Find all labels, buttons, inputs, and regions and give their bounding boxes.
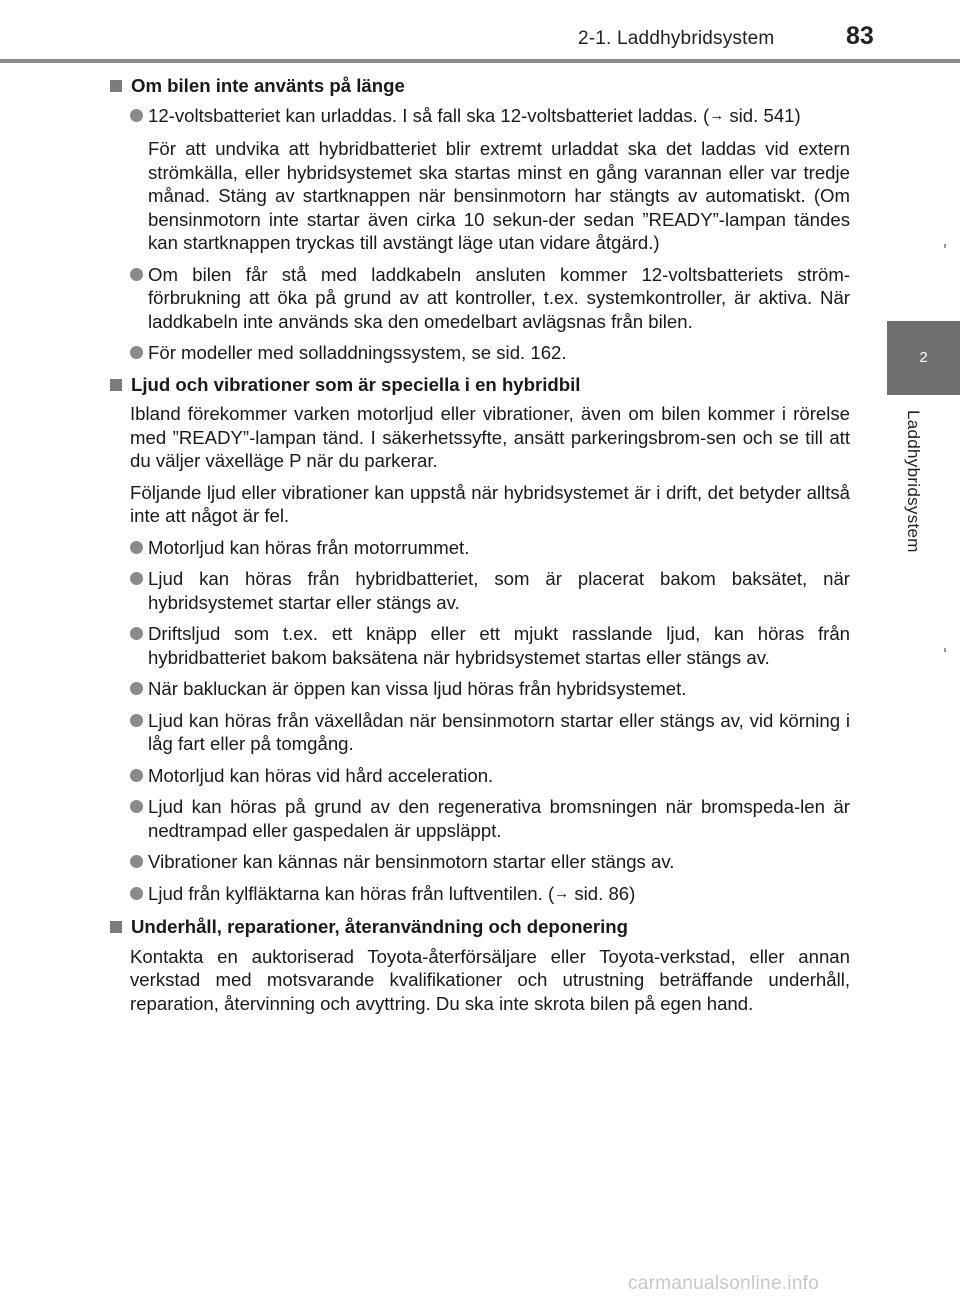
square-bullet-icon [110, 80, 122, 92]
page-reference: sid. 86) [574, 882, 636, 904]
bullet-text: När bakluckan är öppen kan vissa ljud höras från hybridsystemet. [148, 678, 687, 699]
section-title: 2-1. Laddhybridsystem [578, 28, 775, 49]
header-divider [0, 59, 960, 63]
bullet-text: Ljud från kylfläktarna kan höras från luftventilen. ( [148, 882, 555, 904]
list-item [110, 709, 850, 756]
circle-bullet-icon [130, 268, 143, 281]
list-item [110, 536, 850, 560]
circle-bullet-icon [130, 855, 143, 868]
circle-bullet-icon [130, 887, 143, 900]
list-item [110, 263, 850, 334]
chapter-tab: 2 [887, 321, 960, 395]
page-content [110, 74, 850, 1023]
list-item [110, 764, 850, 788]
list-item [110, 341, 850, 365]
section-heading [110, 915, 850, 939]
list-item [110, 882, 850, 908]
edge-mark [944, 244, 946, 248]
list-item [110, 677, 850, 701]
edge-mark [944, 648, 946, 652]
heading-text: Ljud och vibrationer som är speciella i en hybridbil [131, 373, 581, 395]
heading-text: Underhåll, reparationer, återanvändning och deponering [131, 916, 628, 937]
page-reference: sid. 541) [729, 104, 801, 126]
bullet-text: 12-voltsbatteriet kan urladdas. I så fall ska 12-voltsbatteriet laddas. ( [148, 104, 710, 126]
circle-bullet-icon [130, 346, 143, 359]
paragraph: Ibland förekommer varken motorljud eller vibrationer, även om bilen kommer i rörelse med ”READY”-lampan tänd. I säkerhetssyfte, ansätt parkeringsbrom-sen och se till att du väljer växelläge P när du parkerar. [130, 403, 850, 471]
paragraph: För att undvika att hybridbatteriet blir extremt urladdat ska det laddas vid extern strömkälla, eller hybridsystemet ska startas minst en gång varannan eller var tredje månad. Stäng av startknappen när bensinmotorn har stängts av automatiskt. (Om bensinmotorn inte startar även cirka 10 sekun-der sedan ”READY”-lampan tändes kan startknappen tryckas till avstängt läge utan vidare åtgärd.) [148, 138, 850, 253]
page-number: 83 [846, 22, 874, 50]
square-bullet-icon [110, 921, 122, 933]
bullet-text: Om bilen får stå med laddkabeln ansluten kommer 12-voltsbatteriets ström-förbrukning att öka på grund av att kontroller, t.ex. systemkontroller, är aktiva. När laddkabeln inte används ska den omedelbart avlägsnas från bilen. [148, 263, 850, 332]
circle-bullet-icon [130, 572, 143, 585]
bullet-text: Vibrationer kan kännas när bensinmotorn startar eller stängs av. [148, 851, 675, 872]
circle-bullet-icon [130, 109, 143, 122]
bullet-text: Ljud kan höras från hybridbatteriet, som är placerat bakom baksätet, när hybridsystemet startar eller stängs av. [148, 568, 850, 613]
list-item [110, 567, 850, 614]
circle-bullet-icon [130, 714, 143, 727]
bullet-text: Ljud kan höras på grund av den regenerativa bromsningen när bromspeda-len är nedtrampad eller gaspedalen är uppsläppt. [148, 796, 850, 841]
list-item [110, 622, 850, 669]
heading-text: Om bilen inte använts på länge [131, 75, 405, 96]
circle-bullet-icon [130, 627, 143, 640]
bullet-text: Driftsljud som t.ex. ett knäpp eller ett mjukt rasslande ljud, kan höras från hybridbatteriet bakom baksätena när hybridsystemet startas eller stängs av. [148, 623, 850, 668]
section-heading [110, 74, 850, 98]
circle-bullet-icon [130, 769, 143, 782]
paragraph: Kontakta en auktoriserad Toyota-återförsäljare eller Toyota-verkstad, eller annan verkstad med motsvarande kvalifikationer och utrustning beträffande underhåll, reparation, återvinning och avyttring. Du ska inte skrota bilen på egen hand. [130, 945, 850, 1014]
paragraph: Följande ljud eller vibrationer kan uppstå när hybridsystemet är i drift, det betyder alltså inte att något är fel. [130, 481, 850, 526]
chapter-label: Laddhybridsystem [904, 410, 923, 553]
circle-bullet-icon [130, 682, 143, 695]
list-item [110, 795, 850, 842]
circle-bullet-icon [130, 800, 143, 813]
bullet-text: Motorljud kan höras från motorrummet. [148, 536, 470, 558]
bullet-text: För modeller med solladdningssystem, se sid. 162. [148, 342, 567, 363]
bullet-text: Motorljud kan höras vid hård acceleration. [148, 764, 494, 786]
arrow-right-icon: → [709, 106, 725, 124]
section-heading [110, 373, 850, 397]
circle-bullet-icon [130, 541, 143, 554]
list-item [110, 850, 850, 874]
bullet-text: Ljud kan höras från växellådan när bensinmotorn startar eller stängs av, vid körning i låg fart eller på tomgång. [148, 709, 850, 754]
list-item [110, 104, 850, 130]
arrow-right-icon: → [554, 884, 570, 902]
square-bullet-icon [110, 379, 122, 391]
watermark: carmanualsonline.info [628, 1273, 820, 1294]
